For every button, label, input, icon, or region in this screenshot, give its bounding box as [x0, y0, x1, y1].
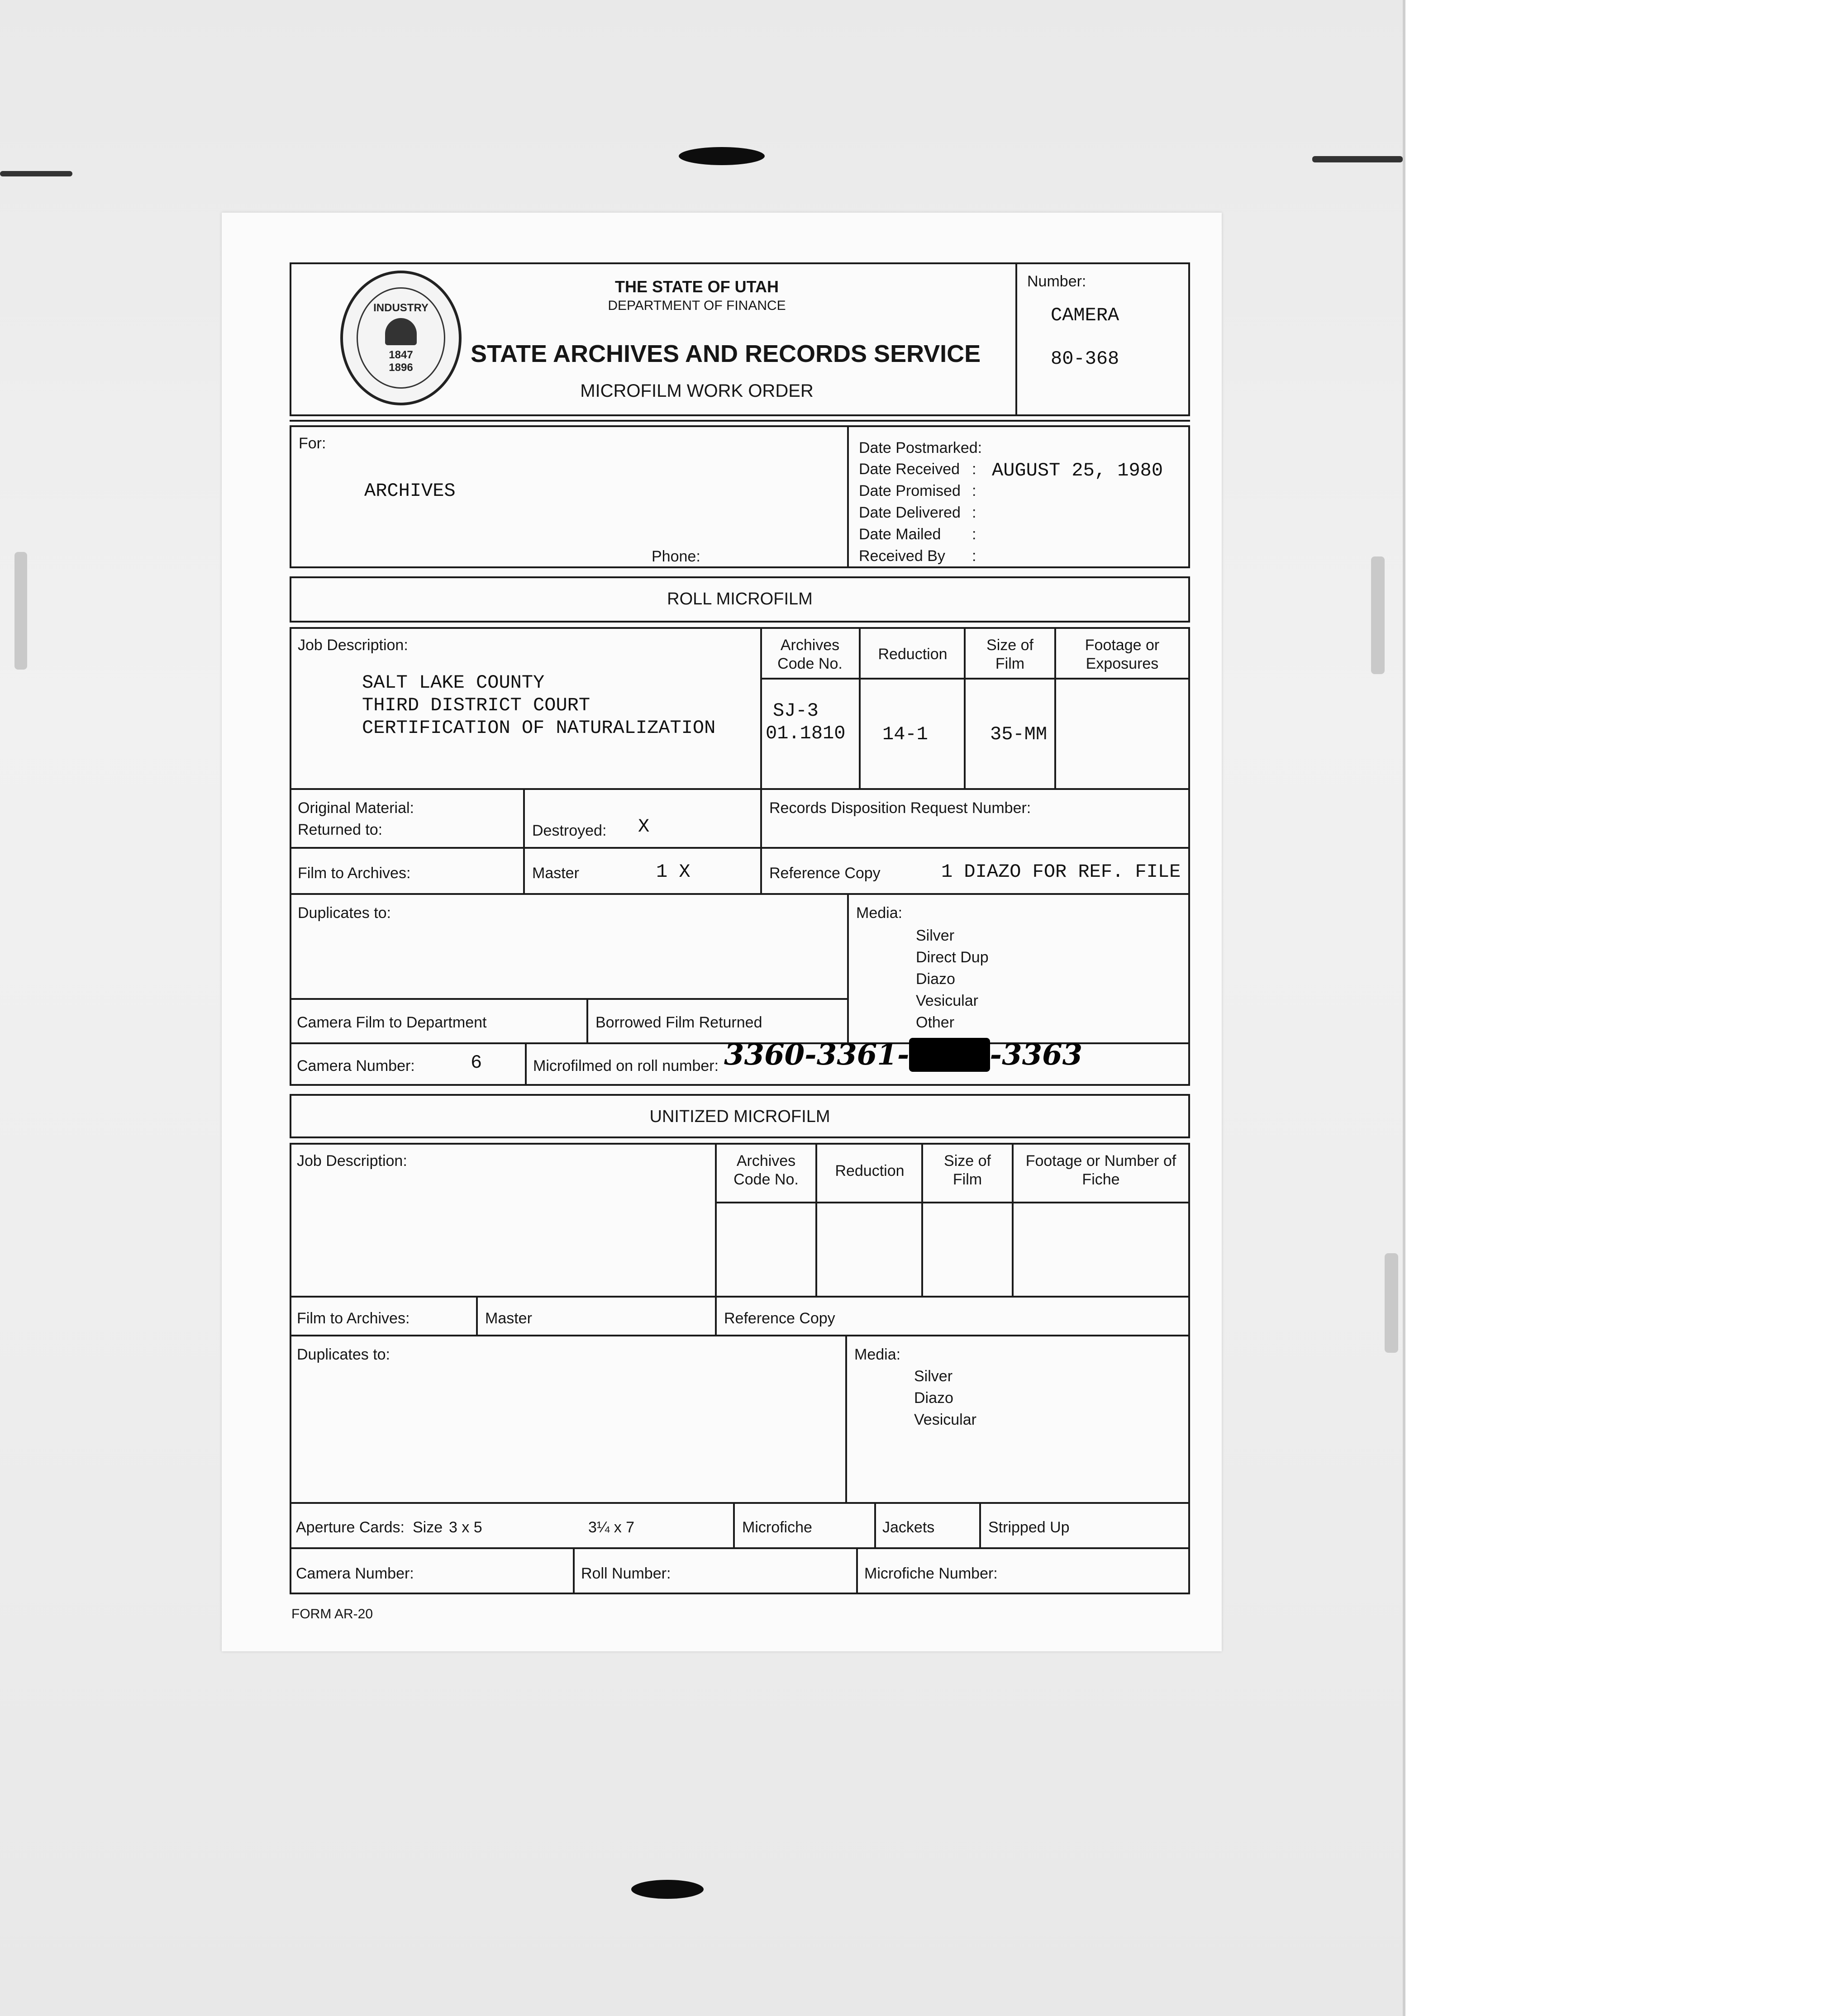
- state-seal-icon: [340, 271, 462, 405]
- colon-1: :: [972, 461, 976, 478]
- unitized-duplicates-label: Duplicates to:: [297, 1346, 390, 1363]
- camera-number-label: Camera Number:: [297, 1057, 415, 1075]
- film-to-archives-label: Film to Archives:: [298, 865, 411, 882]
- rdr-box: [760, 788, 1190, 849]
- date-postmarked-label: Date Postmarked:: [859, 439, 982, 456]
- media-label: Media:: [856, 904, 903, 922]
- reference-copy-label: Reference Copy: [769, 865, 881, 882]
- date-promised-label: Date Promised: [859, 482, 961, 499]
- roll-reduction-header: Reduction: [878, 646, 948, 663]
- number-value-code: 80-368: [1051, 348, 1119, 370]
- media-option-other: Other: [916, 1014, 955, 1031]
- form-title: MICROFILM WORK ORDER: [580, 381, 814, 401]
- work-order-form: [222, 213, 1222, 1651]
- header-rule: [290, 420, 1190, 422]
- for-label: For:: [299, 435, 326, 452]
- seal-year-1847: 1847: [389, 349, 413, 361]
- film-mark-bottom: [631, 1880, 704, 1899]
- colon-2: :: [972, 482, 976, 499]
- media-option-vesicular: Vesicular: [916, 992, 978, 1009]
- edge-blur-right-2: [1385, 1253, 1398, 1353]
- roll-number-part-1: 3360-3361-: [724, 1038, 910, 1072]
- for-value: ARCHIVES: [364, 480, 456, 502]
- reference-copy-value: 1 DIAZO FOR REF. FILE: [941, 861, 1181, 883]
- returned-to-label: Returned to:: [298, 821, 383, 838]
- unitized-section-title: UNITIZED MICROFILM: [649, 1107, 830, 1126]
- destroyed-label: Destroyed:: [532, 822, 607, 839]
- number-value-camera: CAMERA: [1051, 304, 1119, 326]
- agency-name: STATE ARCHIVES AND RECORDS SERVICE: [471, 340, 981, 367]
- destroyed-value: X: [638, 816, 650, 837]
- unitized-roll-number-label: Roll Number:: [581, 1565, 671, 1582]
- borrowed-film-label: Borrowed Film Returned: [595, 1014, 762, 1031]
- roll-size-header: Size of Film: [986, 637, 1033, 672]
- aperture-size-3x5: 3 x 5: [449, 1519, 482, 1536]
- unitized-archives-header: Archives Code No.: [733, 1152, 799, 1188]
- edge-blur-right: [1371, 556, 1385, 674]
- date-delivered-label: Date Delivered: [859, 504, 961, 521]
- original-material-box: [290, 788, 525, 849]
- received-by-label: Received By: [859, 547, 945, 565]
- film-mark-top: [679, 147, 765, 165]
- unitized-reduction-header: Reduction: [835, 1162, 905, 1179]
- date-received-value: AUGUST 25, 1980: [992, 460, 1163, 481]
- aperture-size-label: Size: [413, 1519, 443, 1536]
- state-name: THE STATE OF UTAH: [615, 277, 779, 296]
- phone-label: Phone:: [652, 548, 700, 565]
- original-material-label: Original Material:: [298, 799, 414, 817]
- unitized-media-label: Media:: [854, 1346, 901, 1363]
- unitized-col-header-rule: [715, 1202, 1190, 1203]
- roll-number-label: Microfilmed on roll number:: [533, 1057, 719, 1075]
- roll-job-line-2: THIRD DISTRICT COURT: [362, 694, 591, 716]
- roll-archives-value-1: SJ-3: [773, 700, 819, 722]
- camera-number-value: 6: [471, 1052, 482, 1074]
- beehive-icon: [385, 318, 417, 345]
- roll-job-label: Job Description:: [298, 637, 408, 654]
- jackets-label: Jackets: [882, 1519, 935, 1536]
- roll-job-line-1: SALT LAKE COUNTY: [362, 672, 545, 694]
- date-mailed-label: Date Mailed: [859, 526, 941, 543]
- roll-section-title: ROLL MICROFILM: [667, 590, 813, 609]
- roll-number-value: [724, 1038, 1082, 1073]
- unitized-job-label: Job Description:: [297, 1152, 407, 1170]
- roll-number-struck: 3362: [909, 1038, 990, 1072]
- roll-footage-header: Footage or Exposures: [1085, 637, 1160, 672]
- master-label: Master: [532, 865, 579, 882]
- scan-edge: [1403, 0, 1405, 2016]
- colon-4: :: [972, 526, 976, 543]
- unitized-media-option-vesicular: Vesicular: [914, 1411, 976, 1428]
- unitized-master-label: Master: [485, 1310, 532, 1327]
- unitized-media-option-diazo: Diazo: [914, 1389, 953, 1407]
- form-code: FORM AR-20: [291, 1607, 373, 1621]
- roll-col-header-rule: [760, 678, 1190, 680]
- unitized-reference-copy-label: Reference Copy: [724, 1310, 835, 1327]
- corner-mark-right: [1312, 156, 1403, 162]
- microfiche-number-label: Microfiche Number:: [864, 1565, 998, 1582]
- master-value: 1 X: [656, 861, 691, 883]
- seal-year-1896: 1896: [389, 361, 413, 374]
- roll-archives-value-2: 01.1810: [766, 723, 846, 744]
- roll-job-line-3: CERTIFICATION OF NATURALIZATION: [362, 717, 716, 739]
- department-name: DEPARTMENT OF FINANCE: [608, 298, 786, 313]
- seal-motto: INDUSTRY: [373, 302, 429, 314]
- media-option-silver: Silver: [916, 927, 955, 944]
- unitized-size-header: Size of Film: [944, 1152, 991, 1188]
- roll-number-part-2: -3363: [990, 1038, 1083, 1072]
- media-option-diazo: Diazo: [916, 970, 955, 988]
- colon-3: :: [972, 504, 976, 521]
- microfiche-label: Microfiche: [742, 1519, 812, 1536]
- roll-archives-header: Archives Code No.: [777, 637, 843, 672]
- unitized-footage-header: Footage or Number of Fiche: [1025, 1152, 1176, 1188]
- colon-5: :: [972, 547, 976, 565]
- corner-mark-left: [0, 171, 72, 176]
- camera-film-label: Camera Film to Department: [297, 1014, 487, 1031]
- rdr-label: Records Disposition Request Number:: [769, 799, 1031, 817]
- aperture-size-3-25x7: 3¼ x 7: [588, 1519, 635, 1536]
- edge-blur-left: [14, 552, 27, 670]
- number-label: Number:: [1027, 273, 1086, 290]
- unitized-media-option-silver: Silver: [914, 1368, 953, 1385]
- unitized-camera-number-label: Camera Number:: [296, 1565, 414, 1582]
- aperture-cards-label: Aperture Cards:: [296, 1519, 405, 1536]
- roll-reduction-value: 14-1: [882, 723, 928, 745]
- media-option-direct-dup: Direct Dup: [916, 949, 989, 966]
- unitized-film-to-archives-label: Film to Archives:: [297, 1310, 410, 1327]
- date-received-label: Date Received: [859, 461, 960, 478]
- roll-size-value: 35-MM: [990, 723, 1048, 745]
- stripped-up-label: Stripped Up: [988, 1519, 1070, 1536]
- duplicates-label: Duplicates to:: [298, 904, 391, 922]
